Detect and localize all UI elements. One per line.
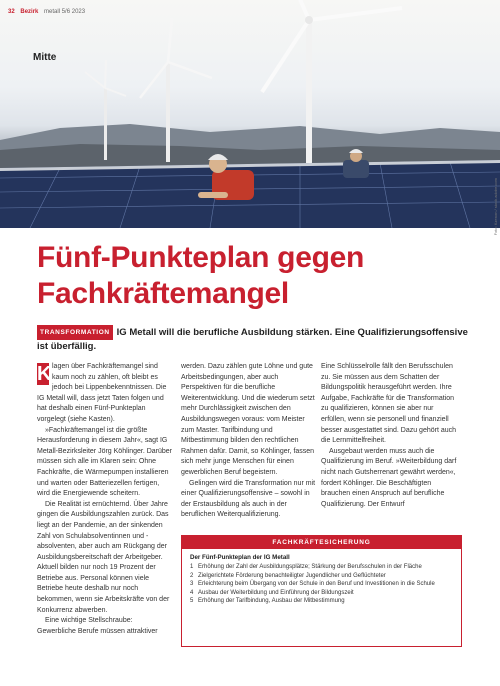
topic-tag: TRANSFORMATION: [37, 325, 113, 340]
paragraph: »Fachkräftemangel ist die größte Herausforderung in diesem Jahr«, sagt IG Metall-Bezirksleiter Jörg Köhlinger. Darüber müssen sich alle im Klaren sein: Ohne Fachkräfte, die Wärmepumpen installieren und warten oder Batteriezellen fertigen, wird die Energiewende scheitern.: [37, 426, 172, 498]
hero-photo: [0, 0, 500, 228]
article-headline: [37, 240, 477, 312]
headline-line-1: Fünf-Punkteplan gegen: [37, 241, 365, 274]
article-column-1: [37, 362, 173, 637]
issue-label: metall 5/6 2023: [44, 9, 86, 15]
paragraph: Die Realität ist ernüchternd. Über Jahre gingen die Ausbildungszahlen zurück. Das liegt an der Pandemie, an der sinkenden Zahl von Schulabsolventinnen und -absolventen, aber auch am Rückgang der Ausbildungsbereitschaft der Arbeitgeber. Aktuell bilden nur noch 19 Prozent der Betriebe aus. Personal können viele Betriebe heute deshalb nur noch bekommen, wenn sie Arbeitskräfte von der Konkurrenz abwerben.: [37, 500, 170, 614]
solar-and-wind-photo: [0, 0, 500, 228]
subline-text: IG Metall will die berufliche Ausbildung stärken. Eine Qualifizierungsoffensive ist überfällig.: [37, 327, 468, 352]
paragraph: Eine wichtige Stellschraube: Gewerbliche Berufe müssen attraktiver: [37, 617, 158, 635]
five-point-list: [182, 563, 461, 606]
section-label: Bezirk: [20, 9, 39, 15]
paragraph: werden. Dazu zählen gute Löhne und gute Arbeitsbedingungen, aber auch Perspektiven für die berufliche Weiterentwicklung. Und die wiederum setzt mehr Durchlässigkeit zwischen den Ausbildungswegen voraus: vom Meister zum Master. Tarifbindung und Mitbestimmung bilden den rechtlichen Rahmen dafür. Damit, so Köhlinger, fassen sich mehr junge Menschen für einen gewerblichen Beruf begeistern.: [181, 363, 315, 476]
paragraph: Ausgebaut werden muss auch die Qualifizierung im Beruf. »Weiterbildung darf nicht nach Gutsherrenart gewährt werden«, fordert Köhlinger. Die Beschäftigten brauchen einen Anspruch auf berufliche Qualifizierung. Der Entwurf: [321, 447, 457, 508]
paragraph: Gelingen wird die Transformation nur mit einer Qualifizierungsoffensive – sowohl in der Erstausbildung als auch in der beruflichen Weiterqualifizierung.: [181, 479, 316, 519]
fact-box-subtitle: Der Fünf-Punkteplan der IG Metall: [190, 554, 290, 561]
list-item: 3 Erleichterung beim Übergang von der Schule in den Beruf und Investitionen in die Schule: [190, 581, 435, 588]
region-label: Mitte: [33, 52, 57, 63]
paragraph: Eine Schlüsselrolle fällt den Berufsschulen zu. Sie müssen aus dem Schatten der Bildungspolitik herausgeführt werden. Ihre Aufgabe, Fachkräfte für die Transformation zu qualifizieren, können sie aber nur erfüllen, wenn sie personell und finanziell besser ausgestattet sind. Dazu gehört auch die Lernmittelfreiheit.: [321, 363, 457, 445]
headline-line-2: Fachkräftemangel: [37, 277, 289, 310]
article-subline: [37, 325, 477, 353]
fact-box: [181, 535, 462, 647]
list-item: 1 Erhöhung der Zahl der Ausbildungsplätze; Stärkung der Berufsschulen in der Fläche: [190, 564, 422, 570]
list-item: 4 Ausbau der Weiterbildung und Einführung der Bildungszeit: [190, 589, 354, 596]
article-column-3: [321, 362, 457, 510]
page-header: [0, 0, 500, 26]
paragraph: K lagen über Fachkräftemangel sind kaum noch zu zählen, oft bleibt es jedoch bei Lippenbekenntnissen. Die IG Metall will, dass jetzt Taten folgen und hat deshalb einen Fünf-Punkteplan vorgelegt (siehe Kasten).: [37, 363, 167, 423]
photo-credit: Foto: Kzenon / stock.adobe.com: [493, 178, 498, 236]
list-item: 5 Erhöhung der Tarifbindung, Ausbau der Mitbestimmung: [190, 598, 345, 605]
fact-box-title: FACHKRÄFTESICHERUNG: [182, 536, 461, 549]
drop-cap: K: [37, 363, 52, 385]
list-item: 2 Zielgerichtete Förderung benachteiligter Jugendlicher und Geflüchteter: [190, 572, 386, 579]
page-number: 32: [8, 9, 15, 15]
article-column-2: [181, 362, 317, 521]
